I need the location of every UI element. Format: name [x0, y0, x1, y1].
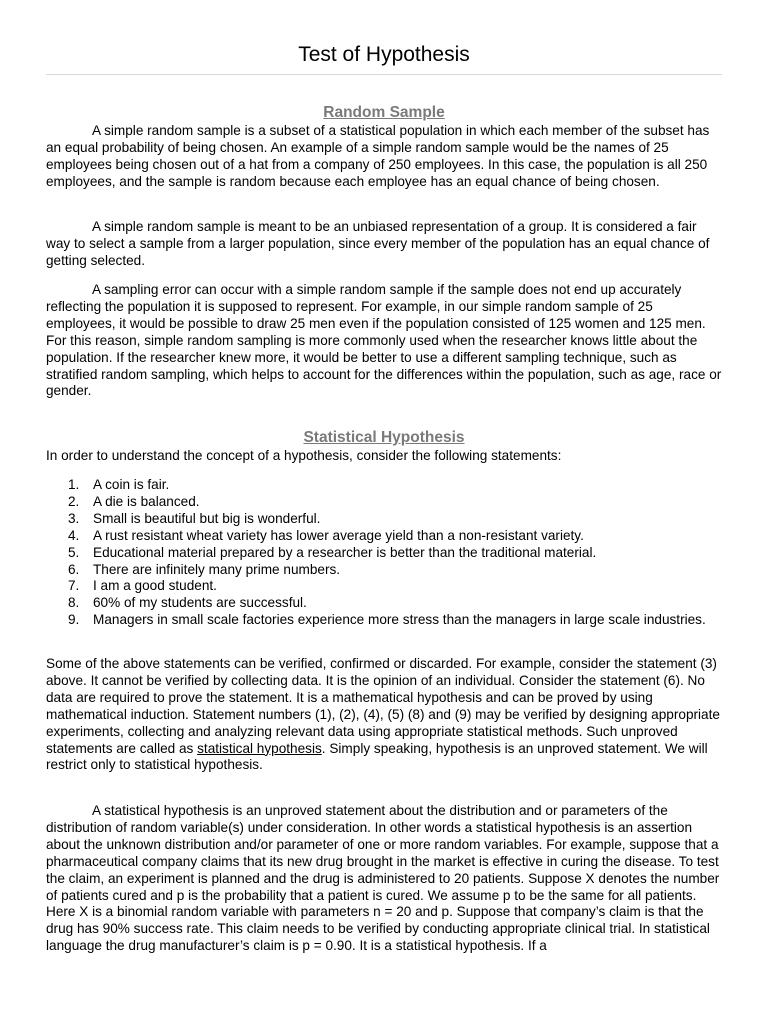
list-number: 2.: [68, 493, 80, 509]
list-item-text: There are infinitely many prime numbers.: [93, 561, 341, 577]
list-item: [46, 528, 724, 545]
list-item-text: I am a good student.: [93, 578, 217, 594]
statements-list-container: [46, 477, 724, 629]
paragraph: A statistical hypothesis is an unproved statement about the distribution and or parameters of the distribution of random variable(s) under consideration. In other words a statistical hypothesis is an assertion about the unknown distribution and/or parameter of one or more random variables. For example, suppose that a pharmaceutical company claims that its new drug brought in the market is effective in curing the disease. To test the claim, an experiment is planned and the drug is administered to 20 patients. Suppose X denotes the number of patients cured and p is the probability that a patient is cured. We assume p to be the same for all patients. Here X is a binomial random variable with parameters n = 20 and p. Suppose that company’s claim is that the drug has 90% success rate. This claim needs to be verified by conducting appropriate clinical trial. In statistical language the drug manufacturer’s claim is p = 0.90. It is a statistical hypothesis. If a: [46, 803, 720, 954]
list-item: [46, 511, 724, 528]
section-heading-random-sample: Random Sample: [323, 104, 445, 121]
list-number: 8.: [68, 595, 80, 611]
list-item-text: Small is beautiful but big is wonderful.: [93, 510, 321, 526]
list-item-text: A rust resistant wheat variety has lower average yield than a non-resistant variety.: [93, 527, 584, 543]
list-item: [46, 578, 724, 595]
list-item: [46, 545, 724, 562]
paragraph: A sampling error can occur with a simple random sample if the sample does not end up accurately reflecting the population it is supposed to represent. For example, in our simple random sample of 25 employees, it would be possible to draw 25 men even if the population consisted of 125 women and 125 men. For this reason, simple random sampling is more commonly used when the researcher knows little about the population. If the researcher knew more, it would be better to use a different sampling technique, such as stratified random sampling, which helps to account for the differences within the population, such as age, race or gender.: [46, 282, 722, 399]
list-item-text: A die is balanced.: [93, 493, 200, 509]
list-item: [46, 494, 724, 511]
list-item: [46, 612, 724, 629]
hypothesis-definition: [46, 803, 724, 955]
list-item: [46, 562, 724, 579]
statistical-hypothesis-term: statistical hypothesis: [197, 740, 322, 756]
page-title: Test of Hypothesis: [298, 43, 470, 66]
hypothesis-intro: [46, 448, 724, 465]
list-number: 6.: [68, 561, 80, 577]
random-sample-body: [46, 219, 724, 270]
list-number: 3.: [68, 510, 80, 526]
list-number: 1.: [68, 477, 80, 492]
paragraph-text: Some of the above statements can be verified, confirmed or discarded. For example, consider the statement (3) above. It cannot be verified by collecting data. It is the opinion of an individual. Consider the statement (6). No data are required to prove the statement. It is a mathematical hypothesis and can be proved by using mathematical induction. Statement numbers (1), (2), (4), (5) (8) and (9) may be verified by designing appropriate experiments, collecting and analyzing relevant data using appropriate statistical methods. Such unproved statements are called as: [46, 656, 720, 756]
list-item-text: 60% of my students are successful.: [93, 595, 307, 611]
statements-list: [46, 477, 724, 629]
list-number: 5.: [68, 544, 80, 560]
paragraph-text: . Simply speaking, hypothesis is an unproved statement. We will restrict only to statistical hypothesis.: [46, 740, 708, 773]
list-item: [46, 477, 724, 494]
random-sample-body: [46, 123, 724, 191]
list-number: 4.: [68, 527, 80, 543]
list-item: [46, 595, 724, 612]
paragraph: A simple random sample is a subset of a statistical population in which each member of the subset has an equal probability of being chosen. An example of a simple random sample would be the names of 25 employees being chosen out of a hat from a company of 250 employees. In this case, the population is all 250 employees, and the sample is random because each employee has an equal chance of being chosen.: [46, 123, 710, 189]
list-item-text: A coin is fair.: [93, 477, 170, 492]
paragraph: A simple random sample is meant to be an unbiased representation of a group. It is considered a fair way to select a sample from a larger population, since every member of the population has an equal chance of getting selected.: [46, 219, 710, 268]
list-item-text: Managers in small scale factories experience more stress than the managers in large scale industries.: [93, 612, 706, 628]
hypothesis-explanation: [46, 656, 724, 774]
title-divider: [46, 74, 722, 75]
section-heading-statistical-hypothesis: Statistical Hypothesis: [303, 429, 465, 446]
paragraph: [46, 656, 724, 774]
paragraph: In order to understand the concept of a hypothesis, consider the following statements:: [46, 448, 562, 463]
list-number: 9.: [68, 612, 80, 628]
random-sample-body: [46, 282, 724, 400]
list-item-text: Educational material prepared by a researcher is better than the traditional material.: [93, 544, 597, 560]
list-number: 7.: [68, 578, 80, 594]
